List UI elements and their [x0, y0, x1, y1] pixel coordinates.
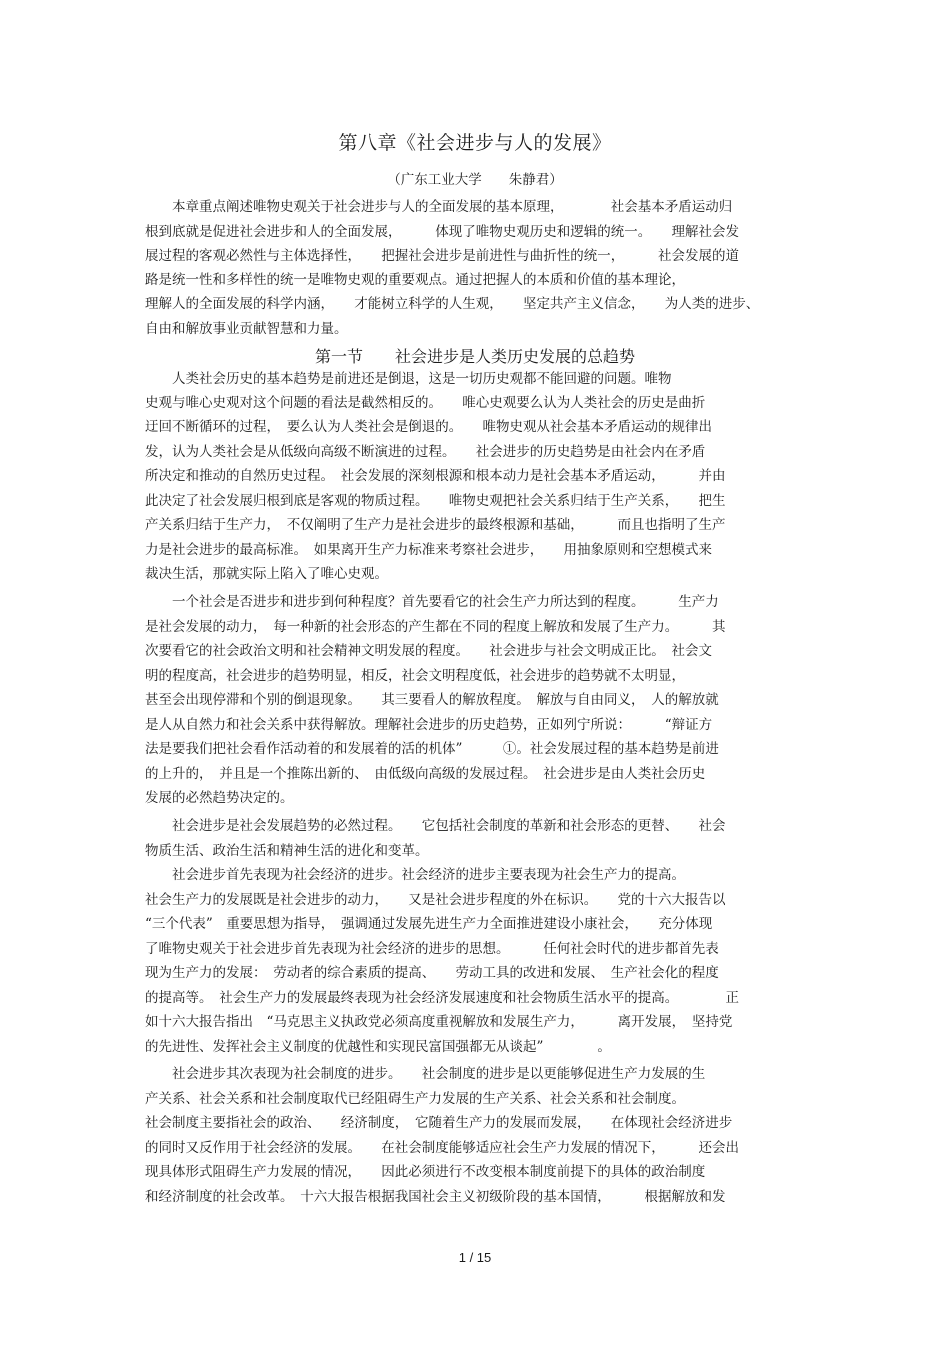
- body-line: 法是要我们把社会看作活动着的和发展着的活的机体” ①。社会发展过程的基本趋势是前进: [145, 741, 719, 757]
- body-line: 的提高等。 社会生产力的发展最终表现为社会经济发展速度和社会物质生活水平的提高。 正: [145, 990, 739, 1006]
- body-line: 和经济制度的社会改革。 十六大报告根据我国社会主义初级阶段的基本国情， 根据解放和发: [145, 1189, 726, 1205]
- body-line: 了唯物史观关于社会进步首先表现为社会经济的进步的思想。 任何社会时代的进步都首先表: [145, 941, 719, 957]
- body-line: 所决定和推动的自然历史过程。 社会发展的深刻根源和根本动力是社会基本矛盾运动， 并由: [145, 468, 726, 484]
- body-line: 史观与唯心史观对这个问题的看法是截然相反的。 唯心史观要么认为人类社会的历史是曲折: [145, 395, 706, 411]
- body-line: “三个代表” 重要思想为指导， 强调通过发展先进生产力全面推进建设小康社会， 充分体现: [145, 916, 713, 932]
- body-line: 一个社会是否进步和进步到何种程度？首先要看它的社会生产力所达到的程度。 生产力: [145, 594, 719, 610]
- body-line: 的同时又反作用于社会经济的发展。 在社会制度能够适应社会生产力发展的情况下， 还会出: [145, 1140, 739, 1156]
- body-line: 裁决生活，那就实际上陷入了唯心史观。: [145, 566, 388, 582]
- body-line: 明的程度高，社会进步的趋势明显，相反，社会文明程度低，社会进步的趋势就不太明显，: [145, 668, 685, 684]
- body-line: 是社会发展的动力， 每一种新的社会形态的产生都在不同的程度上解放和发展了生产力。 其: [145, 619, 726, 635]
- body-line: 产关系、社会关系和社会制度取代已经阻碍生产力发展的生产关系、社会关系和社会制度。: [145, 1091, 685, 1107]
- body-line: 甚至会出现停滞和个别的倒退现象。 其三要看人的解放程度。 解放与自由同义， 人的解放就: [145, 692, 719, 708]
- body-line: 现为生产力的发展： 劳动者的综合素质的提高、 劳动工具的改进和发展、 生产社会化的程度: [145, 965, 719, 981]
- body-line: 物质生活、政治生活和精神生活的进化和变革。: [145, 843, 429, 859]
- page-number: 1 / 15: [458, 1250, 492, 1265]
- body-line: 根到底就是促进社会进步和人的全面发展， 体现了唯物史观历史和逻辑的统一。 理解社会发: [145, 224, 739, 240]
- body-line: 现具体形式阻碍生产力发展的情况， 因此必须进行不改变根本制度前提下的具体的政治制度: [145, 1164, 706, 1180]
- chapter-title: 第八章《社会进步与人的发展》: [338, 132, 612, 154]
- body-line: 发，认为人类社会是从低级向高级不断演进的过程。 社会进步的历史趋势是由社会内在矛盾: [145, 444, 706, 460]
- body-line: 展过程的客观必然性与主体选择性， 把握社会进步是前进性与曲折性的统一， 社会发展的道: [145, 248, 739, 264]
- body-line: 是人从自然力和社会关系中获得解放。理解社会进步的历史趋势，正如列宁所说： “辩证方: [145, 717, 713, 733]
- body-line: 力是社会进步的最高标准。 如果离开生产力标准来考察社会进步， 用抽象原则和空想模式来: [145, 542, 712, 558]
- body-line: 的先进性、发挥社会主义制度的优越性和实现民富国强都无从谈起” 。: [145, 1039, 611, 1055]
- body-line: 社会进步是社会发展趋势的必然过程。 它包括社会制度的革新和社会形态的更替、 社会: [145, 818, 726, 834]
- body-line: 的上升的， 并且是一个推陈出新的、 由低级向高级的发展过程。 社会进步是由人类社会历史: [145, 766, 706, 782]
- body-line: 社会进步其次表现为社会制度的进步。 社会制度的进步是以更能够促进生产力发展的生: [145, 1066, 706, 1082]
- body-line: 人类社会历史的基本趋势是前进还是倒退，这是一切历史观都不能回避的问题。唯物: [145, 371, 672, 387]
- body-line: 路是统一性和多样性的统一是唯物史观的重要观点。通过把握人的本质和价值的基本理论，: [145, 272, 685, 288]
- body-line: 理解人的全面发展的科学内涵， 才能树立科学的人生观， 坚定共产主义信念， 为人类的进步、: [145, 296, 760, 312]
- body-line: 本章重点阐述唯物史观关于社会进步与人的全面发展的基本原理， 社会基本矛盾运动归: [145, 199, 733, 215]
- body-line: 社会生产力的发展既是社会进步的动力， 又是社会进步程度的外在标识。 党的十六大报告以: [145, 892, 726, 908]
- body-line: 发展的必然趋势决定的。: [145, 790, 294, 806]
- body-line: 如十六大报告指出 “马克思主义执政党必须高度重视解放和发展生产力， 离开发展， 坚持党: [145, 1014, 733, 1030]
- body-line: 自由和解放事业贡献智慧和力量。: [145, 321, 348, 337]
- body-line: 社会进步首先表现为社会经济的进步。社会经济的进步主要表现为社会生产力的提高。: [145, 867, 685, 883]
- section-heading: 第一节 社会进步是人类历史发展的总趋势: [314, 347, 635, 366]
- body-line: 产关系归结于生产力， 不仅阐明了生产力是社会进步的最终根源和基础， 而且也指明了生产: [145, 517, 726, 533]
- body-line: 社会制度主要指社会的政治、 经济制度， 它随着生产力的发展而发展， 在体现社会经济进步: [145, 1115, 733, 1131]
- body-line: 迂回不断循环的过程， 要么认为人类社会是倒退的。 唯物史观从社会基本矛盾运动的规律出: [145, 419, 712, 435]
- body-line: 此决定了社会发展归根到底是客观的物质过程。 唯物史观把社会关系归结于生产关系， 把生: [145, 493, 726, 509]
- body-line: 次要看它的社会政治文明和社会精神文明发展的程度。 社会进步与社会文明成正比。 社会文: [145, 643, 712, 659]
- author-line: （广东工业大学 朱静君）: [387, 172, 563, 188]
